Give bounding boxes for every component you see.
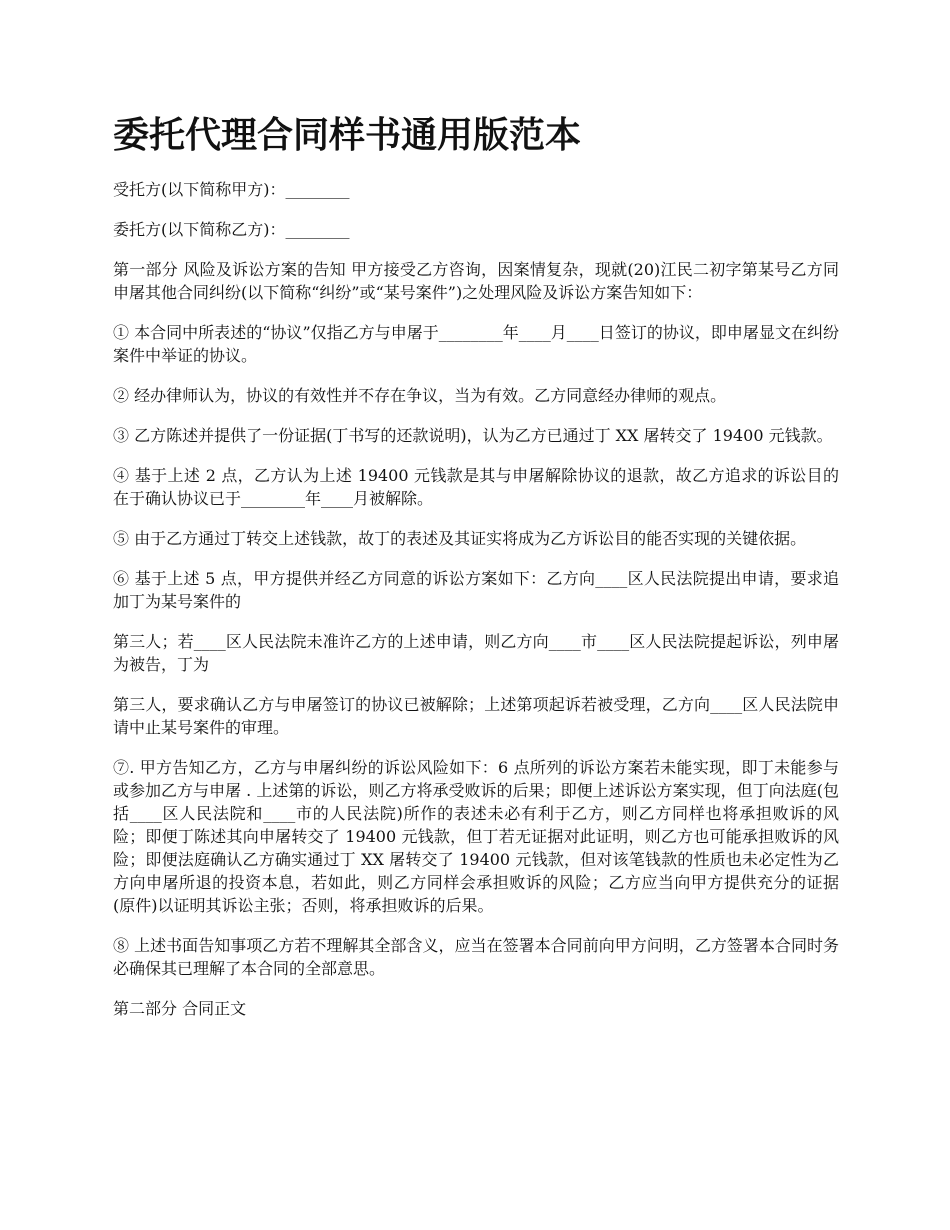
party-a-line: 受托方(以下简称甲方)：________ <box>113 180 350 199</box>
clause-3: ③ 乙方陈述并提供了一份证据(丁书写的还款说明)，认为乙方已通过丁 XX 屠转交了 19400 元钱款。 <box>113 426 833 445</box>
clause-8: ⑧ 上述书面告知事项乙方若不理解其全部含义，应当在签署本合同前向甲方问明，乙方签署本合同时务必确保其已理解了本合同的全部意思。 <box>113 936 839 978</box>
clause-1: ① 本合同中所表述的“协议”仅指乙方与申屠于________年____月____日签订的协议，即申屠显文在纠纷案件中举证的协议。 <box>113 323 839 365</box>
part-two-heading: 第二部分 合同正文 <box>113 999 247 1018</box>
clause-6-continued-b: 第三人，要求确认乙方与申屠签订的协议已被解除；上述第项起诉若被受理，乙方向____区人民法院申请中止某号案件的审理。 <box>113 695 839 737</box>
document-page <box>113 112 839 1037</box>
party-b-line: 委托方(以下简称乙方)：________ <box>113 220 350 239</box>
part-one-intro: 第一部分 风险及诉讼方案的告知 甲方接受乙方咨询，因案情复杂，现就(20)江民二初字第某号乙方同申屠其他合同纠纷(以下简称“纠纷”或“某号案件”)之处理风险及诉讼方案告知如下： <box>113 260 839 302</box>
clause-2: ② 经办律师认为，协议的有效性并不存在争议，当为有效。乙方同意经办律师的观点。 <box>113 386 727 405</box>
clause-4: ④ 基于上述 2 点，乙方认为上述 19400 元钱款是其与申屠解除协议的退款，故乙方追求的诉讼目的在于确认协议已于________年____月被解除。 <box>113 466 839 508</box>
clause-5: ⑤ 由于乙方通过丁转交上述钱款，故丁的表述及其证实将成为乙方诉讼目的能否实现的关键依据。 <box>113 529 807 548</box>
clause-6-continued-a: 第三人；若____区人民法院未准许乙方的上述申请，则乙方向____市____区人民法院提起诉讼，列申屠为被告，丁为 <box>113 632 839 674</box>
clause-7: ⑦. 甲方告知乙方，乙方与申屠纠纷的诉讼风险如下：6 点所列的诉讼方案若未能实现，即丁未能参与或参加乙方与申屠 . 上述第的诉讼，则乙方将承受败诉的后果；即便上述诉讼方案实现，但丁向法庭(包括____区人民法院和____市的人民法院)所作的表述未必有利于乙方，则乙方同样也将承担败诉的风险；即便丁陈述其向申屠转交了 19400 元钱款，但丁若无证据对此证明，则乙方也可能承担败诉的风险；即便法庭确认乙方确实通过丁 XX 屠转交了 19400 元钱款，但对该笔钱款的性质也未必定性为乙方向申屠所退的投资本息，若如此，则乙方同样会承担败诉的风险；乙方应当向甲方提供充分的证据(原件)以证明其诉讼主张；否则，将承担败诉的后果。 <box>113 758 839 915</box>
document-title: 委托代理合同样书通用版范本 <box>113 115 582 156</box>
clause-6: ⑥ 基于上述 5 点，甲方提供并经乙方同意的诉讼方案如下：乙方向____区人民法院提出申请，要求追加丁为某号案件的 <box>113 569 839 611</box>
